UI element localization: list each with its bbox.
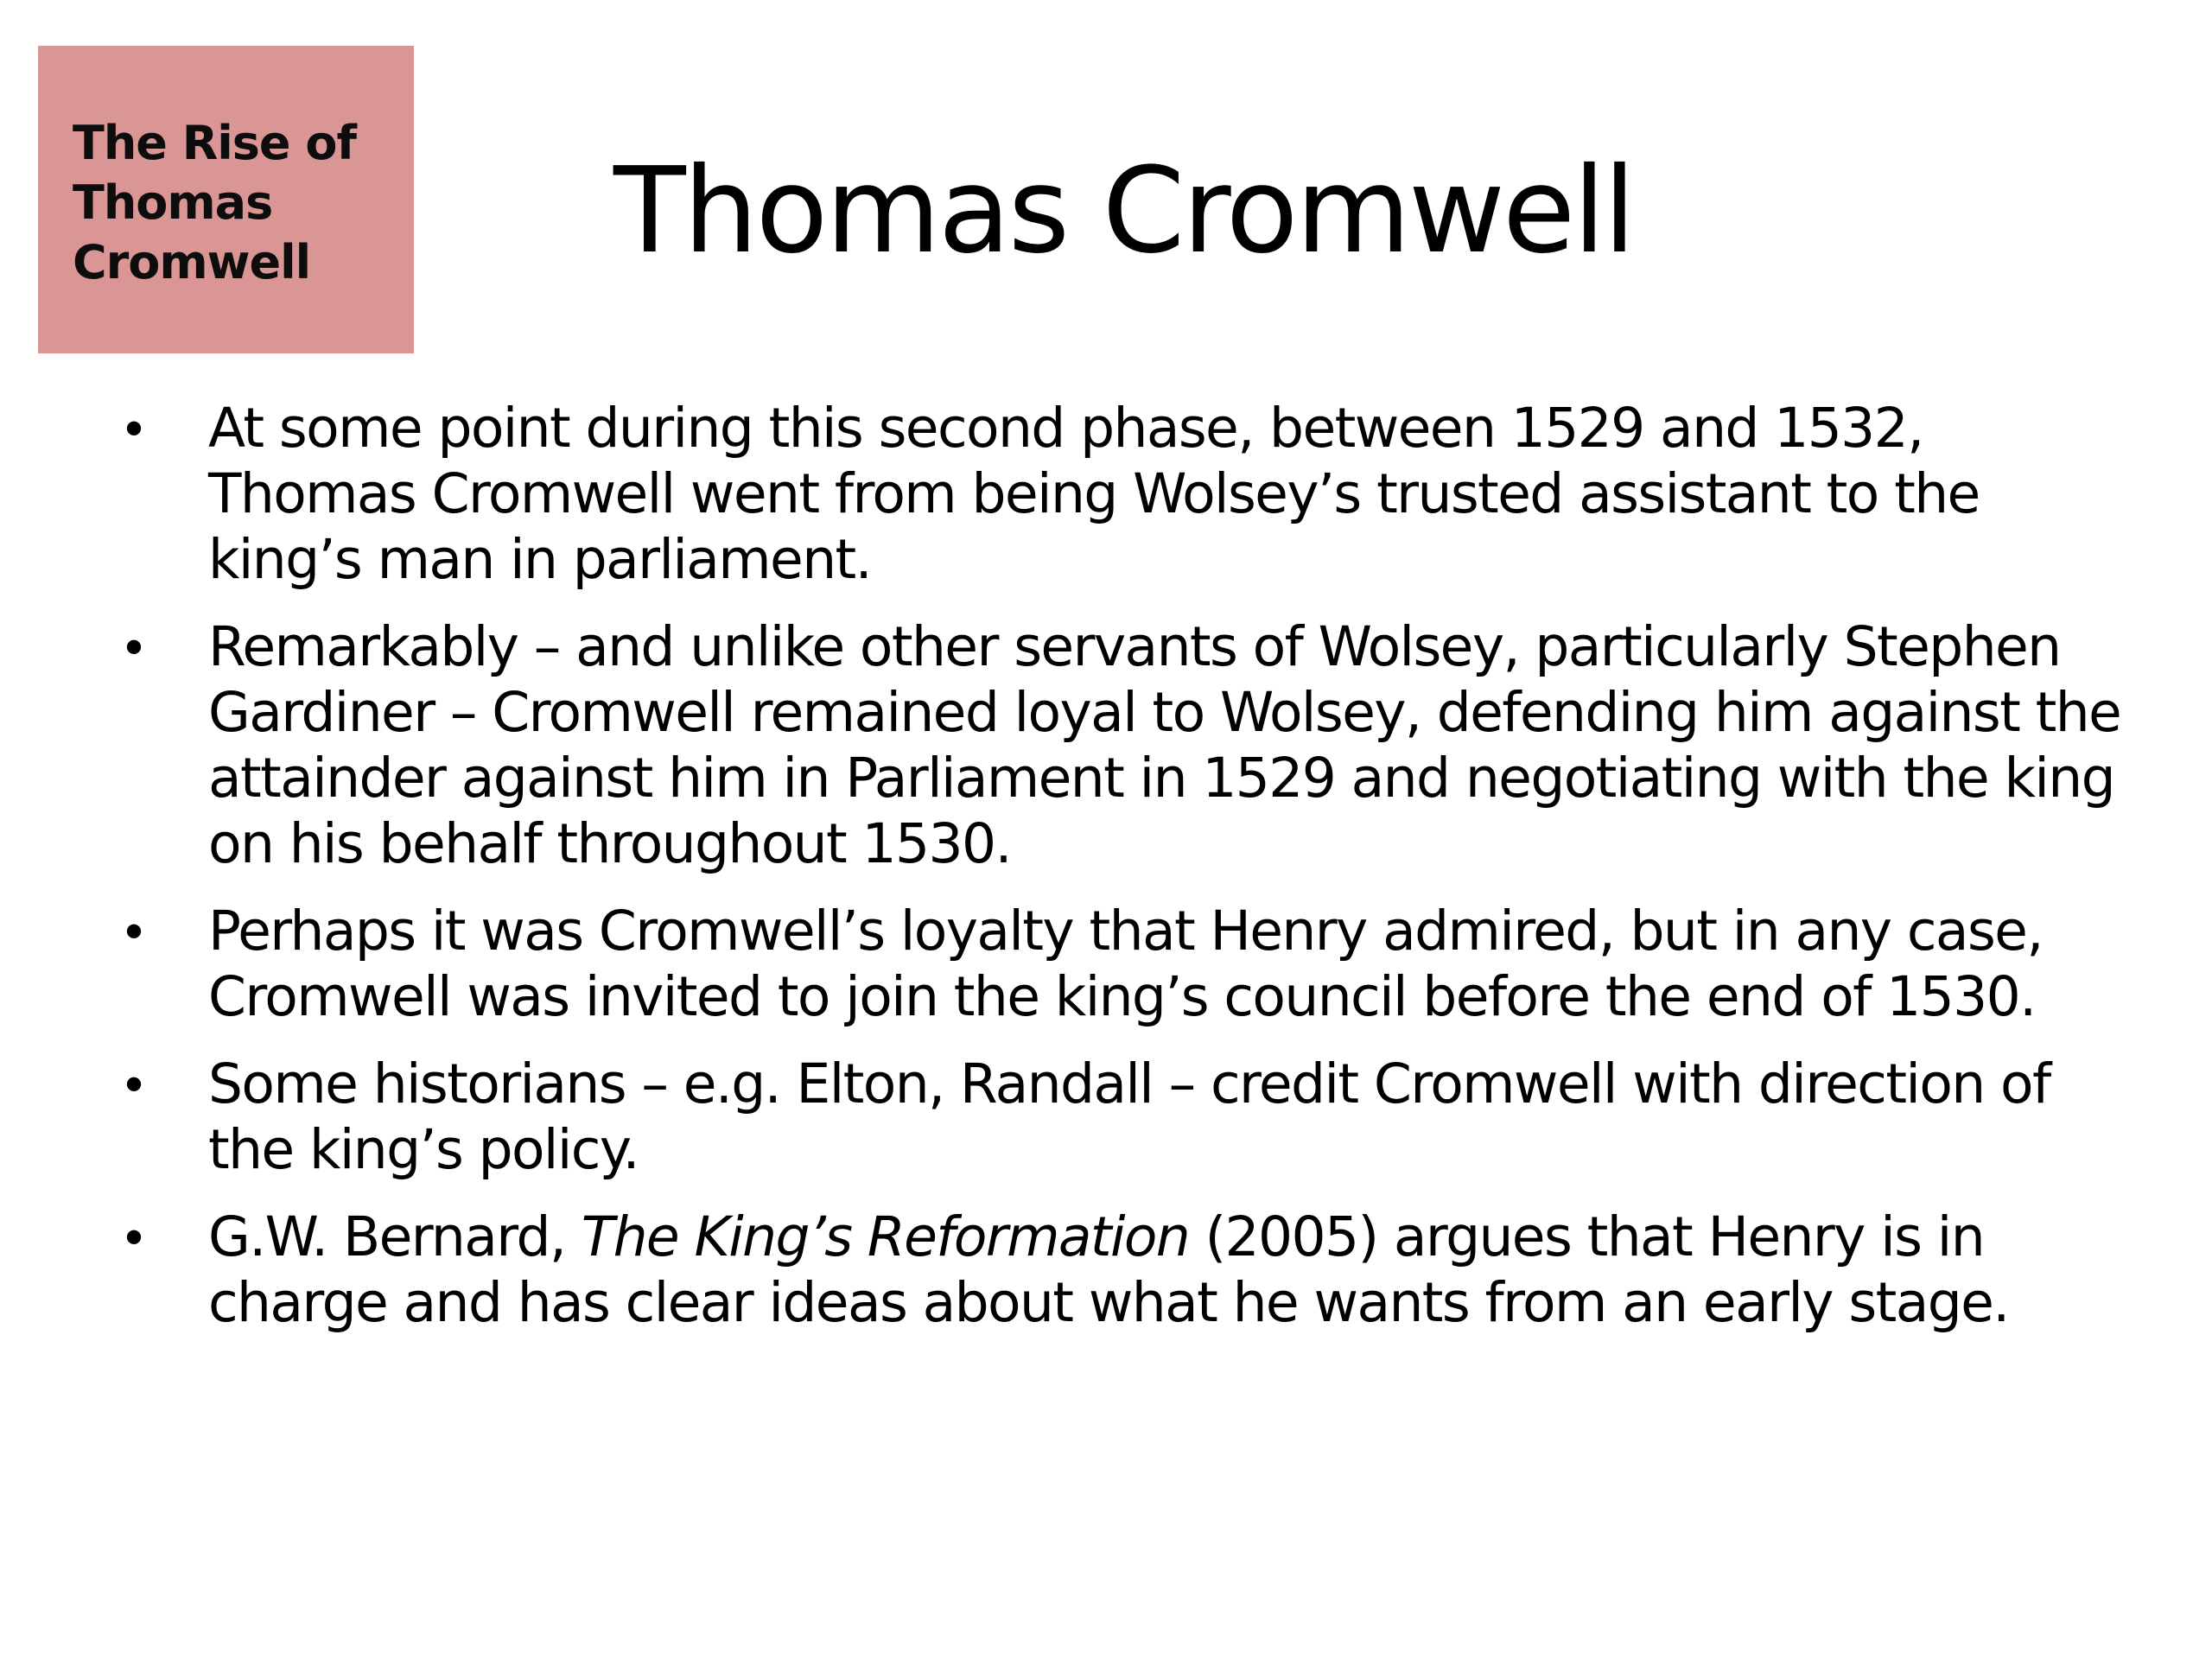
bullet-item xyxy=(117,1205,2130,1336)
bullet-list xyxy=(117,396,2130,1357)
slide-title: Thomas Cromwell xyxy=(613,143,1634,280)
bullet-text: Perhaps it was Cromwell’s loyalty that Henry admired, but in any case, Cromwell was invited to join the king’s council before the end of 1530. xyxy=(208,899,2043,1028)
bullet-icon: • xyxy=(124,1055,143,1113)
bullet-item xyxy=(117,1052,2130,1183)
bullet-item xyxy=(117,614,2130,877)
bullet-item xyxy=(117,899,2130,1030)
bullet-text xyxy=(208,1205,2130,1336)
section-badge-label: The Rise of Thomas Cromwell xyxy=(73,116,356,289)
bullet-icon: • xyxy=(124,902,143,960)
bullet-icon: • xyxy=(124,1208,143,1266)
bullet-text-prefix: G.W. Bernard, xyxy=(208,1205,582,1268)
bullet-item xyxy=(117,396,2130,593)
section-badge xyxy=(38,46,414,353)
bullet-text: Some historians – e.g. Elton, Randall – credit Cromwell with direction of the king’s policy. xyxy=(208,1052,2050,1181)
bullet-text: Remarkably – and unlike other servants of Wolsey, particularly Stephen Gardiner – Cromwell remained loyal to Wolsey, defending him against the attainder against him in Parliament in 1529 and negotiating with the king on his behalf throughout 1530. xyxy=(208,615,2121,875)
book-title: The King’s Reformation xyxy=(581,1205,1190,1268)
bullet-icon: • xyxy=(124,399,143,457)
bullet-text: At some point during this second phase, between 1529 and 1532, Thomas Cromwell went from being Wolsey’s trusted assistant to the king’s man in parliament. xyxy=(208,397,1980,591)
bullet-icon: • xyxy=(124,618,143,676)
bullet-text-suffix: (2005) argues that Henry is in charge and has clear ideas about what he wants from an early stage. xyxy=(208,1205,2009,1334)
